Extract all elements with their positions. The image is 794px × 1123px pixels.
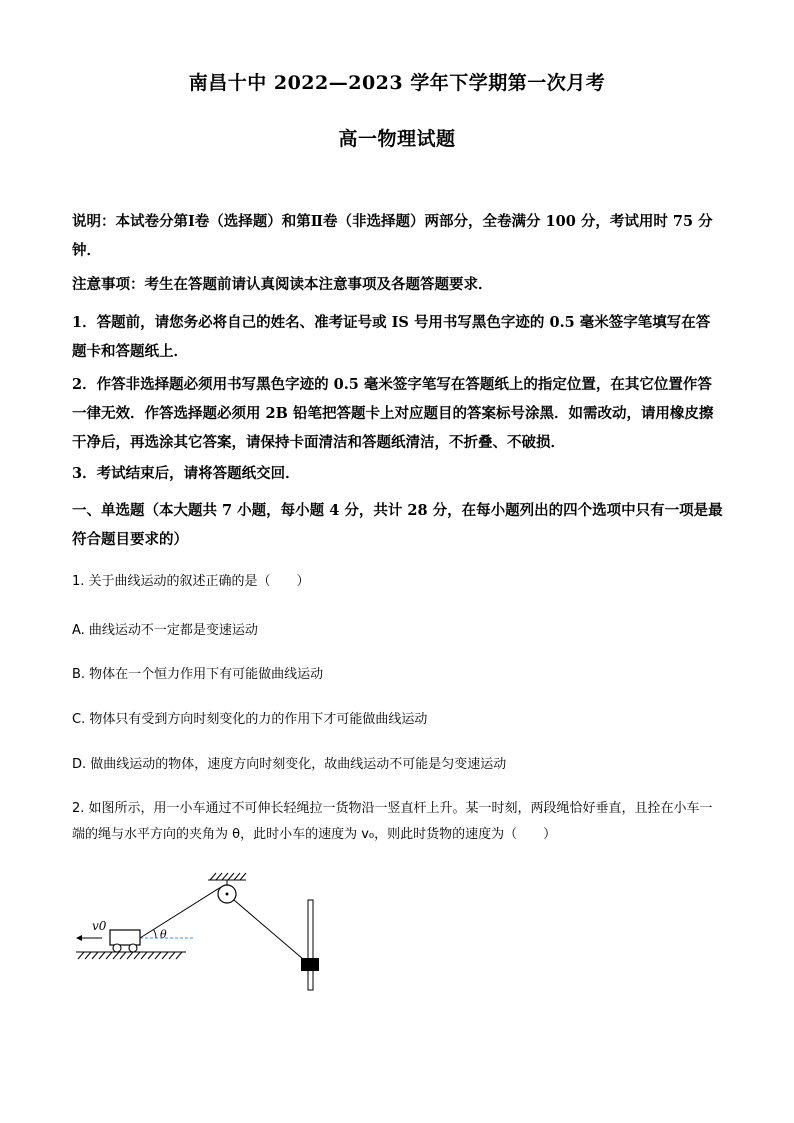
- attention-note: 注意事项：考生在答题前请认真阅读本注意事项及各题答题要求．: [72, 276, 493, 293]
- exam-subtitle: 高一物理试题: [338, 128, 456, 150]
- cart-wheel-right: [129, 944, 137, 952]
- cargo-block: [301, 958, 319, 971]
- question-2-stem: 2. 如图所示，用一小车通过不可伸长轻绳拉一货物沿一竖直杆上升。某一时刻，两段绳恰好垂直，且拴在小车一端的绳与水平方向的夹角为 θ，此时小车的速度为 v₀，则此时货物的速度为（ ）: [72, 801, 713, 842]
- question-1-option-a: A. 曲线运动不一定都是变速运动: [72, 623, 258, 638]
- angle-label: θ: [160, 928, 167, 941]
- exam-description: 说明：本试卷分第Ⅰ卷（选择题）和第Ⅱ卷（非选择题）两部分，全卷满分 100 分，考试用时 75 分钟．: [72, 213, 713, 259]
- question-1-option-d: D. 做曲线运动的物体，速度方向时刻变化，故曲线运动不可能是匀变速运动: [72, 757, 507, 772]
- ground: [76, 952, 186, 959]
- question-2-figure: [70, 858, 330, 998]
- velocity-arrowhead: [76, 935, 82, 941]
- vertical-rod: [308, 900, 313, 990]
- angle-arc: [154, 930, 157, 939]
- exam-title: 南昌十中 2022—2023 学年下学期第一次月考: [188, 72, 606, 94]
- question-1-option-c: C. 物体只有受到方向时刻变化的力的作用下才可能做曲线运动: [72, 712, 428, 727]
- instruction-item-3: 3．考试结束后，请将答题纸交回．: [72, 465, 300, 482]
- question-1-option-b: B. 物体在一个恒力作用下有可能做曲线运动: [72, 667, 324, 682]
- cart-wheel-left: [113, 944, 121, 952]
- instruction-item-2: 2．作答非选择题必须用书写黑色字迹的 0.5 毫米签字笔写在答题纸上的指定位置，在其它位置作答一律无效．作答选择题必须用 2B 铅笔把答题卡上对应题目的答案标号涂黑．如需改动，请用橡皮擦干净后，再选涂其它答案，请保持卡面清洁和答题纸清洁，不折叠、不破损．: [72, 376, 714, 451]
- rope-cart-segment: [140, 887, 221, 938]
- section-heading: 一、单选题（本大题共 7 小题，每小题 4 分，共计 28 分，在每小题列出的四个选项中只有一项是最符合题目要求的）: [72, 502, 723, 548]
- velocity-label: v0: [92, 919, 107, 933]
- ceiling-support: [208, 873, 246, 886]
- instruction-item-1: 1．答题前，请您务必将自己的姓名、准考证号或 IS 号用书写黑色字迹的 0.5 毫米签字笔填写在答题卡和答题纸上．: [72, 314, 711, 360]
- rope-cargo-segment: [234, 900, 310, 965]
- question-1-stem: 1. 关于曲线运动的叙述正确的是（ ）: [72, 574, 310, 589]
- pulley-axle: [226, 893, 229, 896]
- cart: [110, 930, 140, 945]
